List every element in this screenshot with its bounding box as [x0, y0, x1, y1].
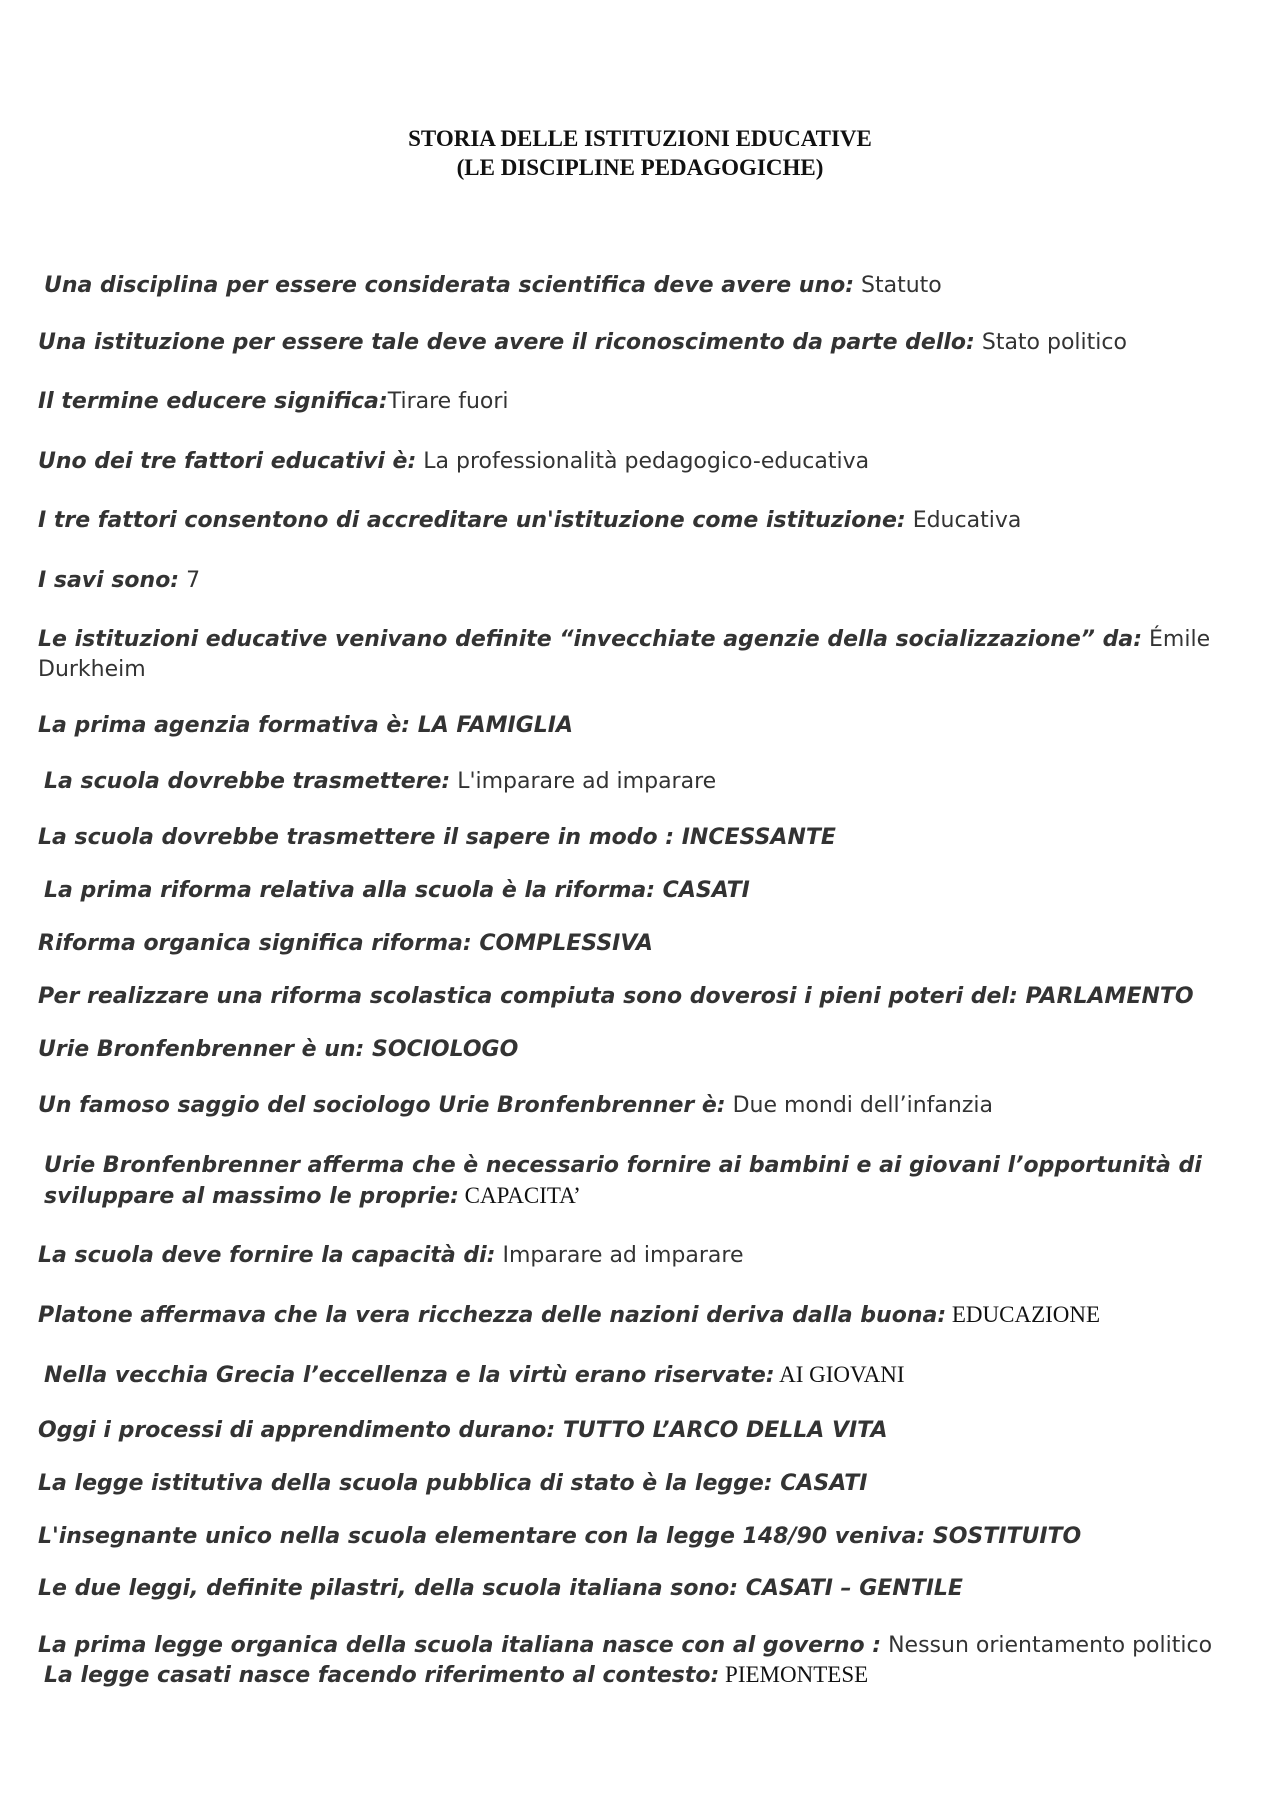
question: I savi sono: [38, 568, 180, 593]
qa-item [38, 1091, 1253, 1121]
answer: AI GIOVANI [774, 1362, 905, 1387]
question: Un famoso saggio del sociologo Urie Bronfenbrenner è: [38, 1093, 726, 1118]
answer: L'imparare ad imparare [450, 769, 717, 794]
qa-item [38, 1574, 1253, 1604]
answer: 7 [179, 568, 201, 593]
answer: COMPLESSIVA [471, 931, 653, 956]
qa-item [38, 1035, 1253, 1065]
question: Uno dei tre fattori educativi è: [38, 449, 417, 474]
document-title-line-2: (LE DISCIPLINE PEDAGOGICHE) [456, 155, 824, 180]
answer: EDUCAZIONE [946, 1302, 1101, 1327]
question: Una disciplina per essere considerata scientifica deve avere uno: [44, 273, 855, 298]
question: Platone affermava che la vera ricchezza delle nazioni deriva dalla buona: [38, 1303, 947, 1328]
qa-item [38, 711, 1253, 741]
question: Urie Bronfenbrenner afferma che è necessario fornire ai bambini e ai giovani l’opportunità di sviluppare al massimo le proprie: [44, 1153, 1202, 1209]
question: La legge casati nasce facendo riferimento al contesto: [44, 1663, 720, 1688]
answer: PIEMONTESE [719, 1662, 869, 1687]
question: Riforma organica significa riforma: [38, 931, 472, 956]
question: Le due leggi, definite pilastri, della scuola italiana sono: [38, 1576, 739, 1601]
question: Per realizzare una riforma scolastica compiuta sono doverosi i pieni poteri del: [38, 984, 1018, 1009]
question: La scuola deve fornire la capacità di: [38, 1243, 496, 1268]
answer: CAPACITA’ [458, 1183, 581, 1208]
qa-item [38, 1631, 1253, 1661]
qa-item [38, 823, 1253, 853]
document-title-line-1: STORIA DELLE ISTITUZIONI EDUCATIVE [408, 126, 872, 151]
qa-item [44, 1360, 1259, 1391]
answer: SOCIOLOGO [364, 1037, 519, 1062]
qa-item [38, 447, 1253, 477]
qa-item [38, 1241, 1253, 1271]
answer: Émile Durkheim [38, 627, 1211, 682]
question: La scuola dovrebbe trasmettere il sapere in modo : [38, 825, 675, 850]
answer: CASATI [772, 1471, 868, 1496]
question: Nella vecchia Grecia l’eccellenza e la virtù erano riservate: [44, 1363, 775, 1388]
answer: Educativa [905, 508, 1022, 533]
question: Le istituzioni educative venivano definite “invecchiate agenzie della socializzazione” da: [38, 627, 1143, 652]
answer: INCESSANTE [674, 825, 836, 850]
answer: PARLAMENTO [1017, 984, 1194, 1009]
question: Il termine educere significa: [38, 389, 388, 414]
answer: TUTTO L’ARCO DELLA VITA [555, 1418, 888, 1443]
qa-item [38, 1469, 1253, 1499]
answer: Due mondi dell’infanzia [725, 1093, 993, 1118]
question: La scuola dovrebbe trasmettere: [44, 769, 451, 794]
question: La legge istitutiva della scuola pubblica di stato è la legge: [38, 1471, 773, 1496]
qa-item [44, 1151, 1259, 1212]
answer: Tirare fuori [387, 389, 509, 414]
qa-item [44, 271, 1259, 301]
qa-item [38, 1522, 1253, 1552]
qa-item [38, 1416, 1253, 1446]
answer: Imparare ad imparare [495, 1243, 744, 1268]
qa-item [44, 767, 1259, 797]
answer: Stato politico [974, 330, 1127, 355]
question: La prima riforma relativa alla scuola è la riforma: [44, 878, 656, 903]
qa-item [38, 929, 1253, 959]
question: La prima legge organica della scuola italiana nasce con al governo : [38, 1633, 882, 1658]
qa-item [38, 982, 1253, 1012]
qa-item [38, 1300, 1253, 1331]
qa-item [44, 876, 1259, 906]
question: L'insegnante unico nella scuola elementare con la legge 148/90 veniva: [38, 1524, 926, 1549]
question: Oggi i processi di apprendimento durano: [38, 1418, 556, 1443]
answer: Statuto [854, 273, 942, 298]
qa-item [38, 566, 1253, 596]
answer: SOSTITUITO [925, 1524, 1082, 1549]
question: La prima agenzia formativa è: [38, 713, 411, 738]
question: Una istituzione per essere tale deve avere il riconoscimento da parte dello: [38, 330, 975, 355]
answer: CASATI – GENTILE [738, 1576, 963, 1601]
answer: LA FAMIGLIA [410, 713, 573, 738]
qa-item [38, 506, 1253, 536]
qa-item [38, 625, 1253, 685]
qa-item [44, 1660, 1259, 1691]
answer: Nessun orientamento politico [881, 1633, 1213, 1658]
answer: CASATI [655, 878, 750, 903]
qa-item [38, 328, 1253, 358]
qa-item [38, 387, 1253, 417]
question: I tre fattori consentono di accreditare un'istituzione come istituzione: [38, 508, 906, 533]
question: Urie Bronfenbrenner è un: [38, 1037, 365, 1062]
answer: La professionalità pedagogico-educativa [416, 449, 870, 474]
